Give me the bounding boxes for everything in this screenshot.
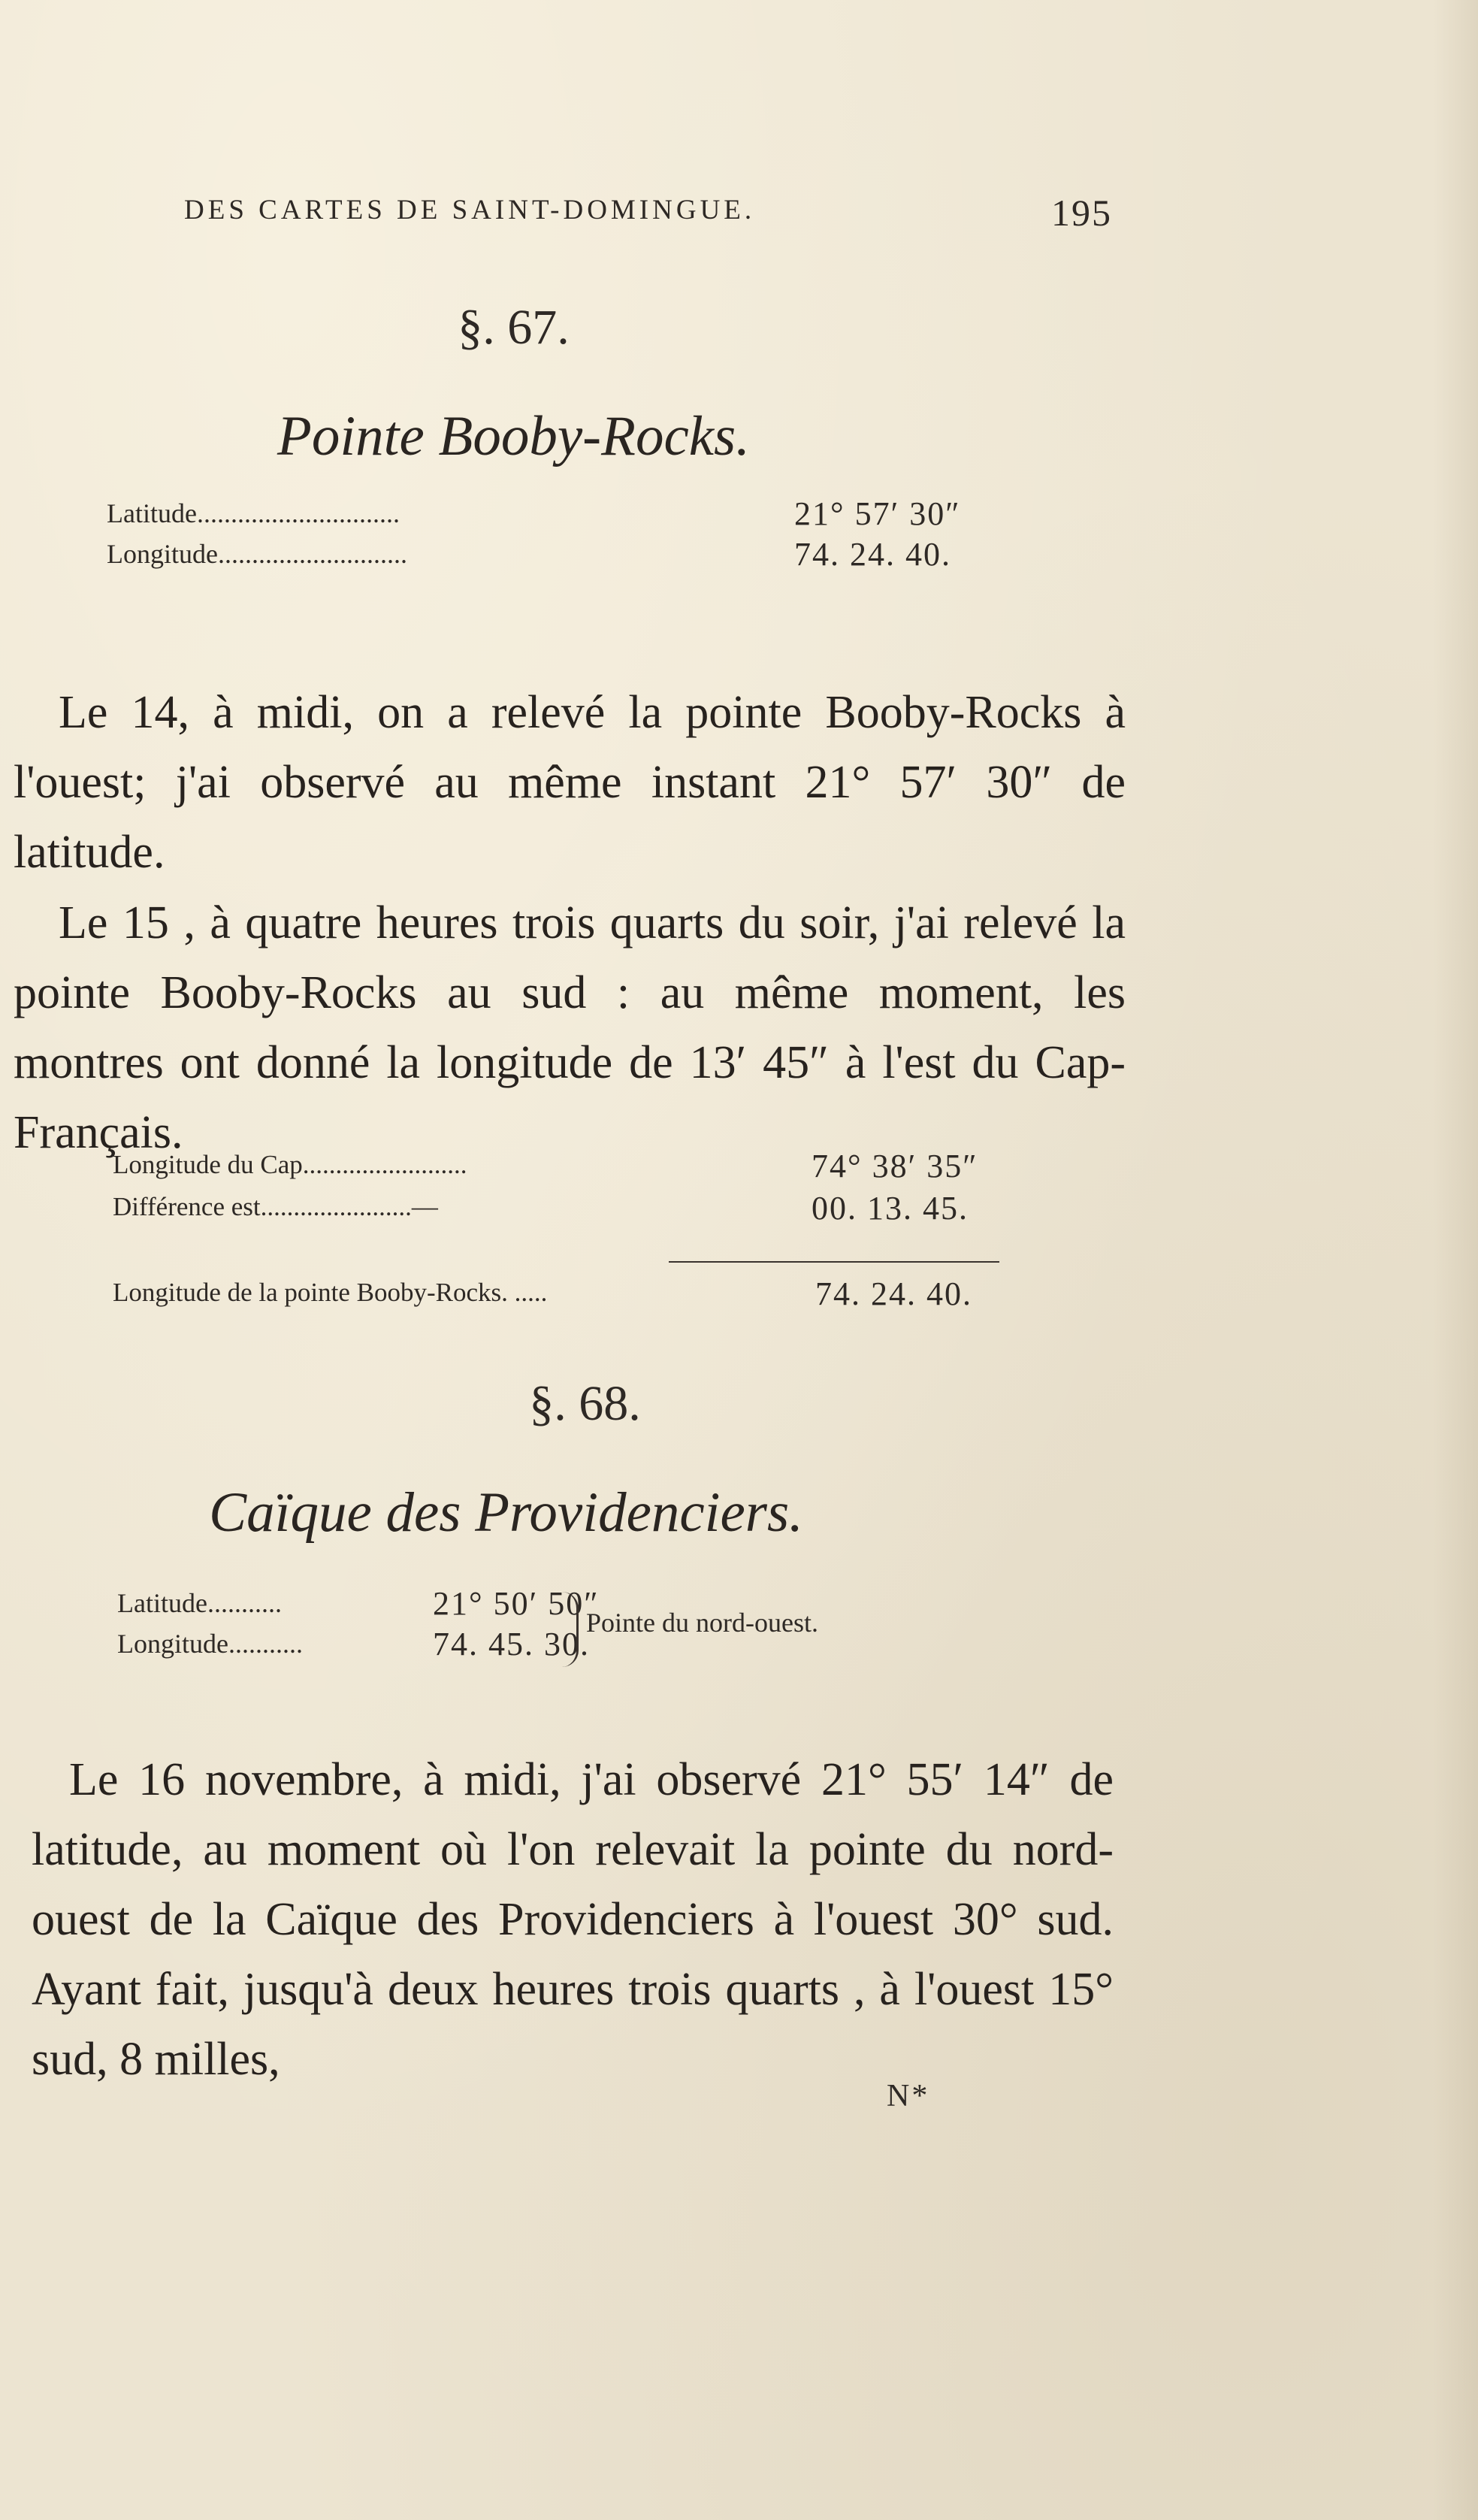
section-68-number: §. 68. <box>529 1376 641 1431</box>
calc-label-cap: Longitude du Cap......................... <box>113 1150 467 1179</box>
longitude-value: 74. 45. 30. <box>433 1626 590 1662</box>
calc-row-total <box>113 1275 1014 1320</box>
longitude-calculation <box>113 1150 1014 1234</box>
signature-mark: N* <box>887 2079 930 2113</box>
running-title: DES CARTES DE SAINT-DOMINGUE. <box>184 195 756 225</box>
section-68-paragraph-1: Le 16 novembre, à midi, j'ai observé 21° 55′ 14″ de latitude, au moment où l'on relevait la pointe du nord-ouest de la Caïque des Providenciers à l'ouest 30° sud. Ayant fait, jusqu'à deux heures trois quarts , à l'ouest 15° sud, 8 milles, <box>32 1754 1114 2085</box>
calculation-rule <box>669 1261 999 1263</box>
bracket-brace <box>560 1592 579 1667</box>
longitude-row <box>107 538 1008 579</box>
page-number: 195 <box>1051 192 1112 234</box>
section-67-paragraph-1: Le 14, à midi, on a relevé la pointe Booby-Rocks à l'ouest; j'ai observé au même instant 21° 57′ 30″ de latitude. <box>14 687 1126 878</box>
longitude-value: 74. 24. 40. <box>794 536 951 573</box>
section-67-number: §. 67. <box>458 300 570 355</box>
latitude-value: 21° 57′ 30″ <box>794 495 961 532</box>
latitude-row <box>107 495 1008 538</box>
latitude-label: Latitude........... <box>117 1588 282 1618</box>
section-68-title: Caïque des Providenciers. <box>209 1481 803 1544</box>
calc-row-cap <box>113 1150 1014 1192</box>
calc-label-difference: Différence est.......................— <box>113 1192 438 1221</box>
longitude-label: Longitude............................ <box>107 539 407 569</box>
latitude-value: 21° 50′ 50″ <box>433 1585 600 1622</box>
calc-value-cap: 74° 38′ 35″ <box>812 1148 978 1184</box>
longitude-label: Longitude........... <box>117 1629 303 1659</box>
calc-value-total: 74. 24. 40. <box>815 1275 972 1312</box>
section-67-title: Pointe Booby-Rocks. <box>277 405 750 467</box>
page-edge-shadow <box>1433 0 1478 2520</box>
section-67-coordinates <box>107 495 1008 579</box>
latitude-label: Latitude.............................. <box>107 498 400 528</box>
calc-row-difference <box>113 1192 1014 1234</box>
calc-value-difference: 00. 13. 45. <box>812 1190 969 1227</box>
section-67-paragraph-2: Le 15 , à quatre heures trois quarts du soir, j'ai relevé la pointe Booby-Rocks au sud : au même moment, les montres ont donné la longitude de 13′ 45″ à l'est du Cap-Français. <box>14 897 1126 1158</box>
bracket-note: Pointe du nord-ouest. <box>586 1608 818 1638</box>
calc-label-total: Longitude de la pointe Booby-Rocks. ..... <box>113 1278 548 1307</box>
running-head <box>184 194 1112 239</box>
